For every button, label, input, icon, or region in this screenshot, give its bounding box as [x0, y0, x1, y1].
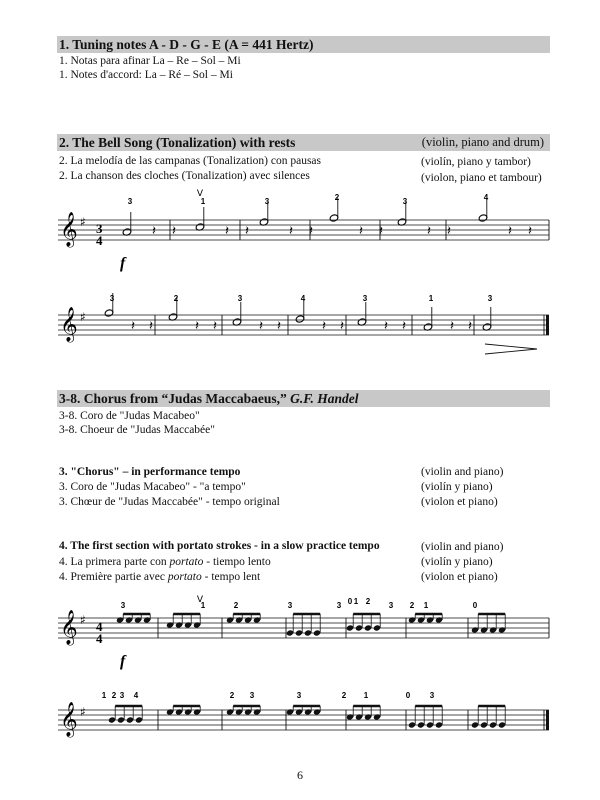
quarter-rest: 𝄽 [427, 224, 431, 239]
time-sig-bottom: 4 [96, 233, 103, 248]
fingering: 3 [287, 601, 293, 610]
quarter-rest: 𝄽 [277, 319, 281, 334]
quarter-rest: 𝄽 [508, 224, 512, 239]
half-note [104, 309, 114, 317]
key-sharp: ♯ [80, 613, 86, 627]
final-barline [546, 315, 549, 335]
text-line: 2. La chanson des cloches (Tonalization) avec silences [59, 170, 310, 182]
text-line: 1. Notas para afinar La – Re – Sol – Mi [59, 55, 241, 67]
treble-clef: 𝄞 [60, 610, 78, 645]
fingering: 4 [300, 294, 306, 303]
quarter-rest: 𝄽 [359, 224, 363, 239]
section-title: 3-8. Chorus from “Judas Maccabaeus,” [59, 391, 287, 406]
quarter-rest: 𝄽 [340, 319, 344, 334]
quarter-rest: 𝄽 [289, 224, 293, 239]
composer-name: G.F. Handel [290, 391, 359, 406]
fingering: 3 [362, 294, 368, 303]
treble-clef: 𝄞 [60, 307, 78, 342]
fingering: 3 [264, 197, 270, 206]
fingering: 1 [101, 691, 107, 700]
fingering: 3 [120, 601, 126, 610]
quarter-rest: 𝄽 [172, 224, 176, 239]
instrumentation-note: (violin and piano) [421, 466, 504, 478]
fingering: 3 [296, 691, 302, 700]
time-sig-bottom: 4 [96, 631, 103, 646]
text-line: 2. La melodía de las campanas (Tonalization) con pausas [59, 155, 322, 167]
fingering: 3 [109, 294, 115, 303]
quarter-rest: 𝄽 [384, 319, 388, 334]
instrumentation-note: (violin, piano and drum) [421, 135, 544, 149]
section-title: 1. Tuning notes A - D - G - E (A = 441 Hertz) [59, 37, 314, 52]
fingering: 3 [127, 197, 133, 206]
quarter-rest: 𝄽 [447, 224, 451, 239]
fingering: 3 [429, 691, 435, 700]
text-line: 3-8. Coro de "Judas Macabeo" [59, 410, 200, 422]
text-line: 3. Chœur de "Judas Maccabée" - tempo original [59, 496, 280, 508]
quarter-rest: 𝄽 [259, 319, 263, 334]
fingering: 1 [363, 691, 369, 700]
time-sig-top: 4 [96, 619, 103, 634]
text-line: 3. Coro de "Judas Macabeo" - "a tempo" [59, 481, 246, 493]
quarter-rest: 𝄽 [131, 319, 135, 334]
fingering: 4 [483, 193, 489, 202]
quarter-rest: 𝄽 [213, 319, 217, 334]
section-title: 2. The Bell Song (Tonalization) with rests [59, 135, 296, 150]
text-line: 4. La primera parte con portato - tiempo lento [59, 556, 271, 568]
fingering: 3 [336, 601, 342, 610]
quarter-rest: 𝄽 [402, 319, 406, 334]
fingering: 2 [111, 691, 117, 700]
upbow-mark: V [196, 189, 204, 199]
treble-clef: 𝄞 [60, 212, 78, 247]
quarter-rest: 𝄽 [225, 224, 229, 239]
fingering: 2 [409, 601, 415, 610]
fingering: 2 [229, 691, 235, 700]
fingering: 0 [405, 691, 411, 700]
dynamic-forte: f [120, 255, 126, 272]
upbow-mark: V [196, 595, 204, 605]
quarter-rest: 𝄽 [152, 224, 156, 239]
instrumentation-note: (violon et piano) [421, 496, 498, 508]
decrescendo [485, 344, 537, 354]
quarter-rest: 𝄽 [195, 319, 199, 334]
fingering: 3 [119, 691, 125, 700]
quarter-rest: 𝄽 [149, 319, 153, 334]
fingering: 2 [233, 601, 239, 610]
quarter-rest: 𝄽 [245, 224, 249, 239]
time-signatures [96, 221, 103, 646]
fingering: 3 [237, 294, 243, 303]
final-barline [546, 710, 549, 730]
fingering: 3 [249, 691, 255, 700]
text-line: 3-8. Choeur de "Judas Maccabée" [59, 424, 215, 436]
key-sharp: ♯ [80, 215, 86, 229]
half-note [295, 315, 305, 323]
fingering: 1 [353, 597, 359, 606]
italic-term: portato [167, 571, 202, 583]
fingering: 2 [365, 597, 371, 606]
text-line-heading: 3. "Chorus" – in performance tempo [59, 466, 241, 478]
fingering: 3 [402, 197, 408, 206]
page-number: 6 [297, 768, 303, 782]
instrumentation-note: (violín y piano) [421, 481, 493, 493]
fingering: 1 [200, 601, 206, 610]
quarter-rest: 𝄽 [322, 319, 326, 334]
fingering: 3 [487, 294, 493, 303]
half-note [478, 214, 488, 222]
fingering: 2 [173, 294, 179, 303]
half-note [329, 214, 339, 222]
instrumentation-note: (violon, piano et tambour) [421, 172, 542, 184]
instrumentation-note: (violín y piano) [421, 556, 493, 568]
treble-clef: 𝄞 [60, 702, 78, 737]
italic-term: portato [169, 556, 204, 568]
fingering: 2 [341, 691, 347, 700]
quarter-rest: 𝄽 [309, 224, 313, 239]
quarter-rest: 𝄽 [450, 319, 454, 334]
fingering: 1 [428, 294, 434, 303]
dynamic-forte: f [120, 653, 126, 670]
fingering: 3 [388, 601, 394, 610]
instrumentation-note: (violon et piano) [421, 571, 498, 583]
fingering: 0 [472, 601, 478, 610]
fingering: 4 [133, 691, 139, 700]
fingering: 1 [200, 197, 206, 206]
text-line-heading: 4. The first section with portato strokes - in a slow practice tempo [59, 540, 380, 552]
key-sharp: ♯ [80, 705, 86, 719]
quarter-rest: 𝄽 [528, 224, 532, 239]
instrumentation-note: (violín, piano y tambor) [421, 156, 531, 168]
quarter-rest: 𝄽 [379, 224, 383, 239]
time-sig-top: 3 [96, 221, 103, 236]
fingering: 2 [334, 193, 340, 202]
fingering: 0 [347, 597, 353, 606]
key-sharp: ♯ [80, 310, 86, 324]
text-line: 1. Notes d'accord: La – Ré – Sol – Mi [59, 69, 233, 81]
fingering: 1 [423, 601, 429, 610]
instrumentation-note: (violin and piano) [421, 541, 504, 553]
music-layer [58, 189, 549, 738]
text-line: 4. Première partie avec portato - tempo lent [59, 571, 261, 583]
quarter-rest: 𝄽 [468, 319, 472, 334]
